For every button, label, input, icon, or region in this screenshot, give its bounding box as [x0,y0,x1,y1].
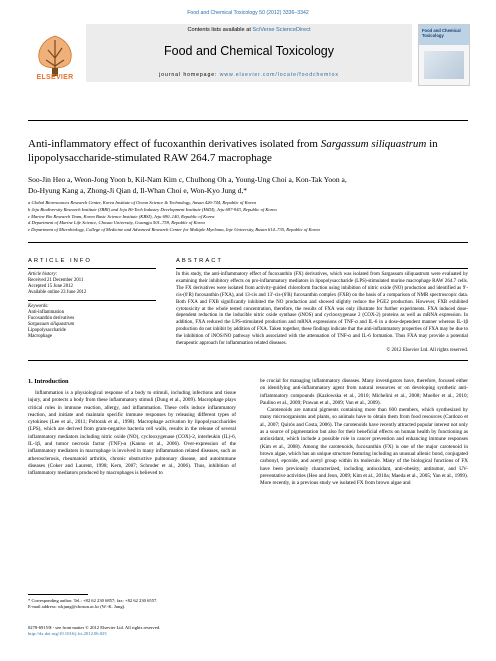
footnote-rule [28,594,88,595]
title-part-2: in lipopolysaccharide-stimulated RAW 264.7 macrophage [28,138,438,164]
copyright-notice: © 2012 Elsevier Ltd. All rights reserved. [386,347,468,353]
affiliations [28,200,468,234]
introduction-paragraph-2 [260,407,468,487]
title-part-1: Anti-inflammatory effect of fucoxanthin derivatives isolated from [28,138,321,150]
article-info-rule [28,268,156,269]
issn-line: 0278-6915/$ - see front matter © 2012 Elsevier Ltd. All rights reserved. [28,625,161,630]
journal-title: Food and Chemical Toxicology [163,44,334,58]
contents-line [86,27,412,33]
keywords-label: Keywords: [28,304,49,309]
homepage-link[interactable]: www.elsevier.com/locate/foodchemtox [219,72,339,78]
affiliation-e: e Department of Microbiology, College of Medicine and Advanced Research Center for Multiple Myeloma, Inje University, Busan 614–735, Republic of Korea [28,227,320,233]
keyword: Anti-inflammation [28,310,64,315]
affiliation-c: c Marine Bio Research Team, Korea Basic Science Institute (KBSI), Jeju 690–140, Republic of Korea [28,213,215,219]
cover-image [424,51,464,79]
journal-cover-thumbnail [418,24,470,86]
body-column-right [260,378,468,487]
article-history [28,272,156,296]
sciencedirect-link[interactable]: SciVerse ScienceDirect [252,27,311,33]
affiliation-a: a Global Bioresources Research Center, Korea Institute of Ocean Science & Technology, Ansan 426-744, Republic of Korea [28,200,256,205]
journal-banner [86,24,412,82]
keywords-rule [28,300,156,301]
contents-prefix: Contents lists available at [187,27,253,33]
accepted-date: Accepted 15 June 2012 [28,284,73,289]
abstract-label: ABSTRACT [176,258,223,264]
keyword: Lipopolysaccharide [28,328,66,333]
intro-text: Inflammation is a physiological response of a body to stimuli, including infections and tissue injury, and protects a body from these inflammatory stimuli (Dung et al., 2009). Macrophage plays critical roles in immune reaction, allergy, and inflammation. These cells induce inflammatory reaction, and initiate and maintain specific immune responses by releasing different types of cytokines (Lee et al., 2011; Poltorak et al., 1998). Macrophage activation by lipopolysaccharides (LPS), which are derived from gram-negative bacteria cell walls, results in the release of several inflammatory mediators including nitric oxide (NO), cyclooxygenase (COX)-2, interleukin (IL)-6, IL-1β, and tumor necrosis factor (TNF)-α (Kanno et al., 2006). Over-expression of the inflammatory mediators in macrophage is involved in many inflammation related diseases, such as atherosclerosis, rheumatoid arthritis, chronic obstructive pulmonary disease, and autoimmune diseases (Coker and Laurent, 1998; Kern, 2007; Schroder et al., 2006). Thus, inhibition of inflammatory mediators produced by macrophages is believed to [28,390,236,477]
homepage-prefix: journal homepage: [159,72,220,78]
body-column-left [28,378,236,478]
keyword: Macrophage [28,334,52,339]
publisher-name: ELSEVIER [36,74,74,81]
header-divider [28,120,468,121]
introduction-paragraph-1-cont: be crucial for managing inflammatory diseases. Many investigators have, therefore, focused either on identifying anti-inflammatory agent from natural resources or on developing synthetic anti-inflammatory compounds (Kazłowska et al., 2010; Michelini et al., 2008; Mueller et al., 2010; Paulino et al., 2009; Prawan et al., 2009; Van et al., 2009). [260,378,468,406]
article-title [28,138,468,165]
keyword: Sargassum siliquastrum [28,322,75,327]
keyword: Fucoxanthin derivatives [28,316,75,321]
author-list [28,174,468,196]
keywords-block [28,304,156,340]
history-label: Article history: [28,272,58,277]
author-email[interactable]: E-mail address: wkjung@chosun.ac.kr (W.-K. Jung). [28,604,126,609]
affiliation-d: d Department of Marine Life Science, Chosun University, Gwangju 501–759, Republic of Korea [28,220,205,226]
received-date: Received 21 December 2011 [28,278,84,283]
affiliation-divider [28,242,468,243]
abstract-panel [176,258,468,355]
journal-header [28,24,468,90]
authors-line-2: Do-Hyung Kang a, Zhong-Ji Qian d, Il-Whan Choi e, Won-Kyo Jung d,* [28,186,248,195]
affiliation-b: b Jeju Biodiversity Research Institute (JBRI) and Jeju Hi-Tech Industry Development Institute (HiDI), Jeju 697-943, Republic of Korea [28,206,277,212]
footnote [28,594,236,610]
cover-title: Food and Chemical Toxicology [422,28,461,38]
intro-text: Carotenoids are natural pigments containing more than 600 members, which synthesized by many microorganisms and plants, so animals have to obtain them from food resources (Cardozo et al., 2007; Quirós and Costa, 2006). The carotenoids have recently attracted popular interest not only as a source of pigmentation but also for their beneficial effects on human health by functioning as antioxidant, which include a possible role in cancer prevention and enhancing immune responses (Kim et al., 2008). Among the carotenoids, fucoxanthin (FX) is one of the major carotenoid in brown algae, which has an unique structure featuring including an unusual allenic bond, conjugated carbonyl, epoxide, and acetyl group within its molecule. Many of the biological functions of FX have been previously characterized, including antioxidant, anti-obesity, antitumor, and UV-preventative activities (Heo and Jeon, 2009; Kim et al., 2010a; Maeda et al., 2005; Yan et al., 1999). More recently, in a previous study we isolated FX from brown algae and [260,407,468,487]
doi-link[interactable]: http://dx.doi.org/10.1016/j.fct.2012.06.025 [28,631,107,636]
authors-line-1: Soo-Jin Heo a, Weon-Jong Yoon b, Kil-Nam Kim c, Chulhong Oh a, Young-Ung Choi a, Kon-Tak Yoon a, [28,175,347,184]
journal-homepage [86,72,412,78]
abstract-rule [176,268,468,269]
article-info-panel [28,258,156,340]
introduction-heading: 1. Introduction [28,378,69,385]
abstract-text: In this study, the anti-inflammatory effect of fucoxanthin (FX) derivatives, which was isolated from Sargassum siliquastrum were evaluated by examining their inhibitory effects on pro-inflammatory mediators in lipopolysaccharide (LPS)-stimulated murine macrophage RAW 264.7 cells. The FX derivatives were isolated from activity-guided chloroform fraction using inhibition of nitric oxide (NO) production and identified as 9′-cis-(6′R) fucoxanthin (FXA), and 13-cis and 13′-cis-(6′R) fucoxanthin complex (FXB) on the basis of a comparison of NMR spectroscopic data. Both FXA and FXB significantly inhibited the NO production and showed slightly reduce the PGE2 production. However, FXB exhibited cytotoxicity at the whole tested concentration, therefore, the results of FXA was only illustrate for further experiments. FXA induced dose-dependent reduction in the inducible nitric oxide synthase (iNOS) and cyclooxygenase 2 (COX-2) proteins as well as mRNA expression. In addition, FXA reduced the LPS-stimulated production and mRNA expressions of TNF-α and IL-6 in a dose-dependent manner whereas IL-1β production do not inhibit by addition of FXA. Taken together, these findings indicate that the anti-inflammatory properties of FXA may be due to the inhibition of iNOS/NO pathway which associated with the attenuation of TNF-α and IL-6 formation. Thus FXA may provide a potential therapeutic approach for inflammation related diseases. [176,272,468,347]
publication-meta [28,625,328,637]
introduction-paragraph-1 [28,390,236,478]
corresponding-author: * Corresponding author. Tel.: +82 62 230 6857; fax: +82 62 230 6557. [28,598,158,603]
article-info-label: ARTICLE INFO [28,258,92,264]
abstract-divider [28,360,468,361]
online-date: Available online 23 June 2012 [28,290,87,295]
journal-reference[interactable]: Food and Chemical Toxicology 50 (2012) 3336–3342 [187,10,309,16]
title-species: Sargassum siliquastrum [320,138,427,150]
